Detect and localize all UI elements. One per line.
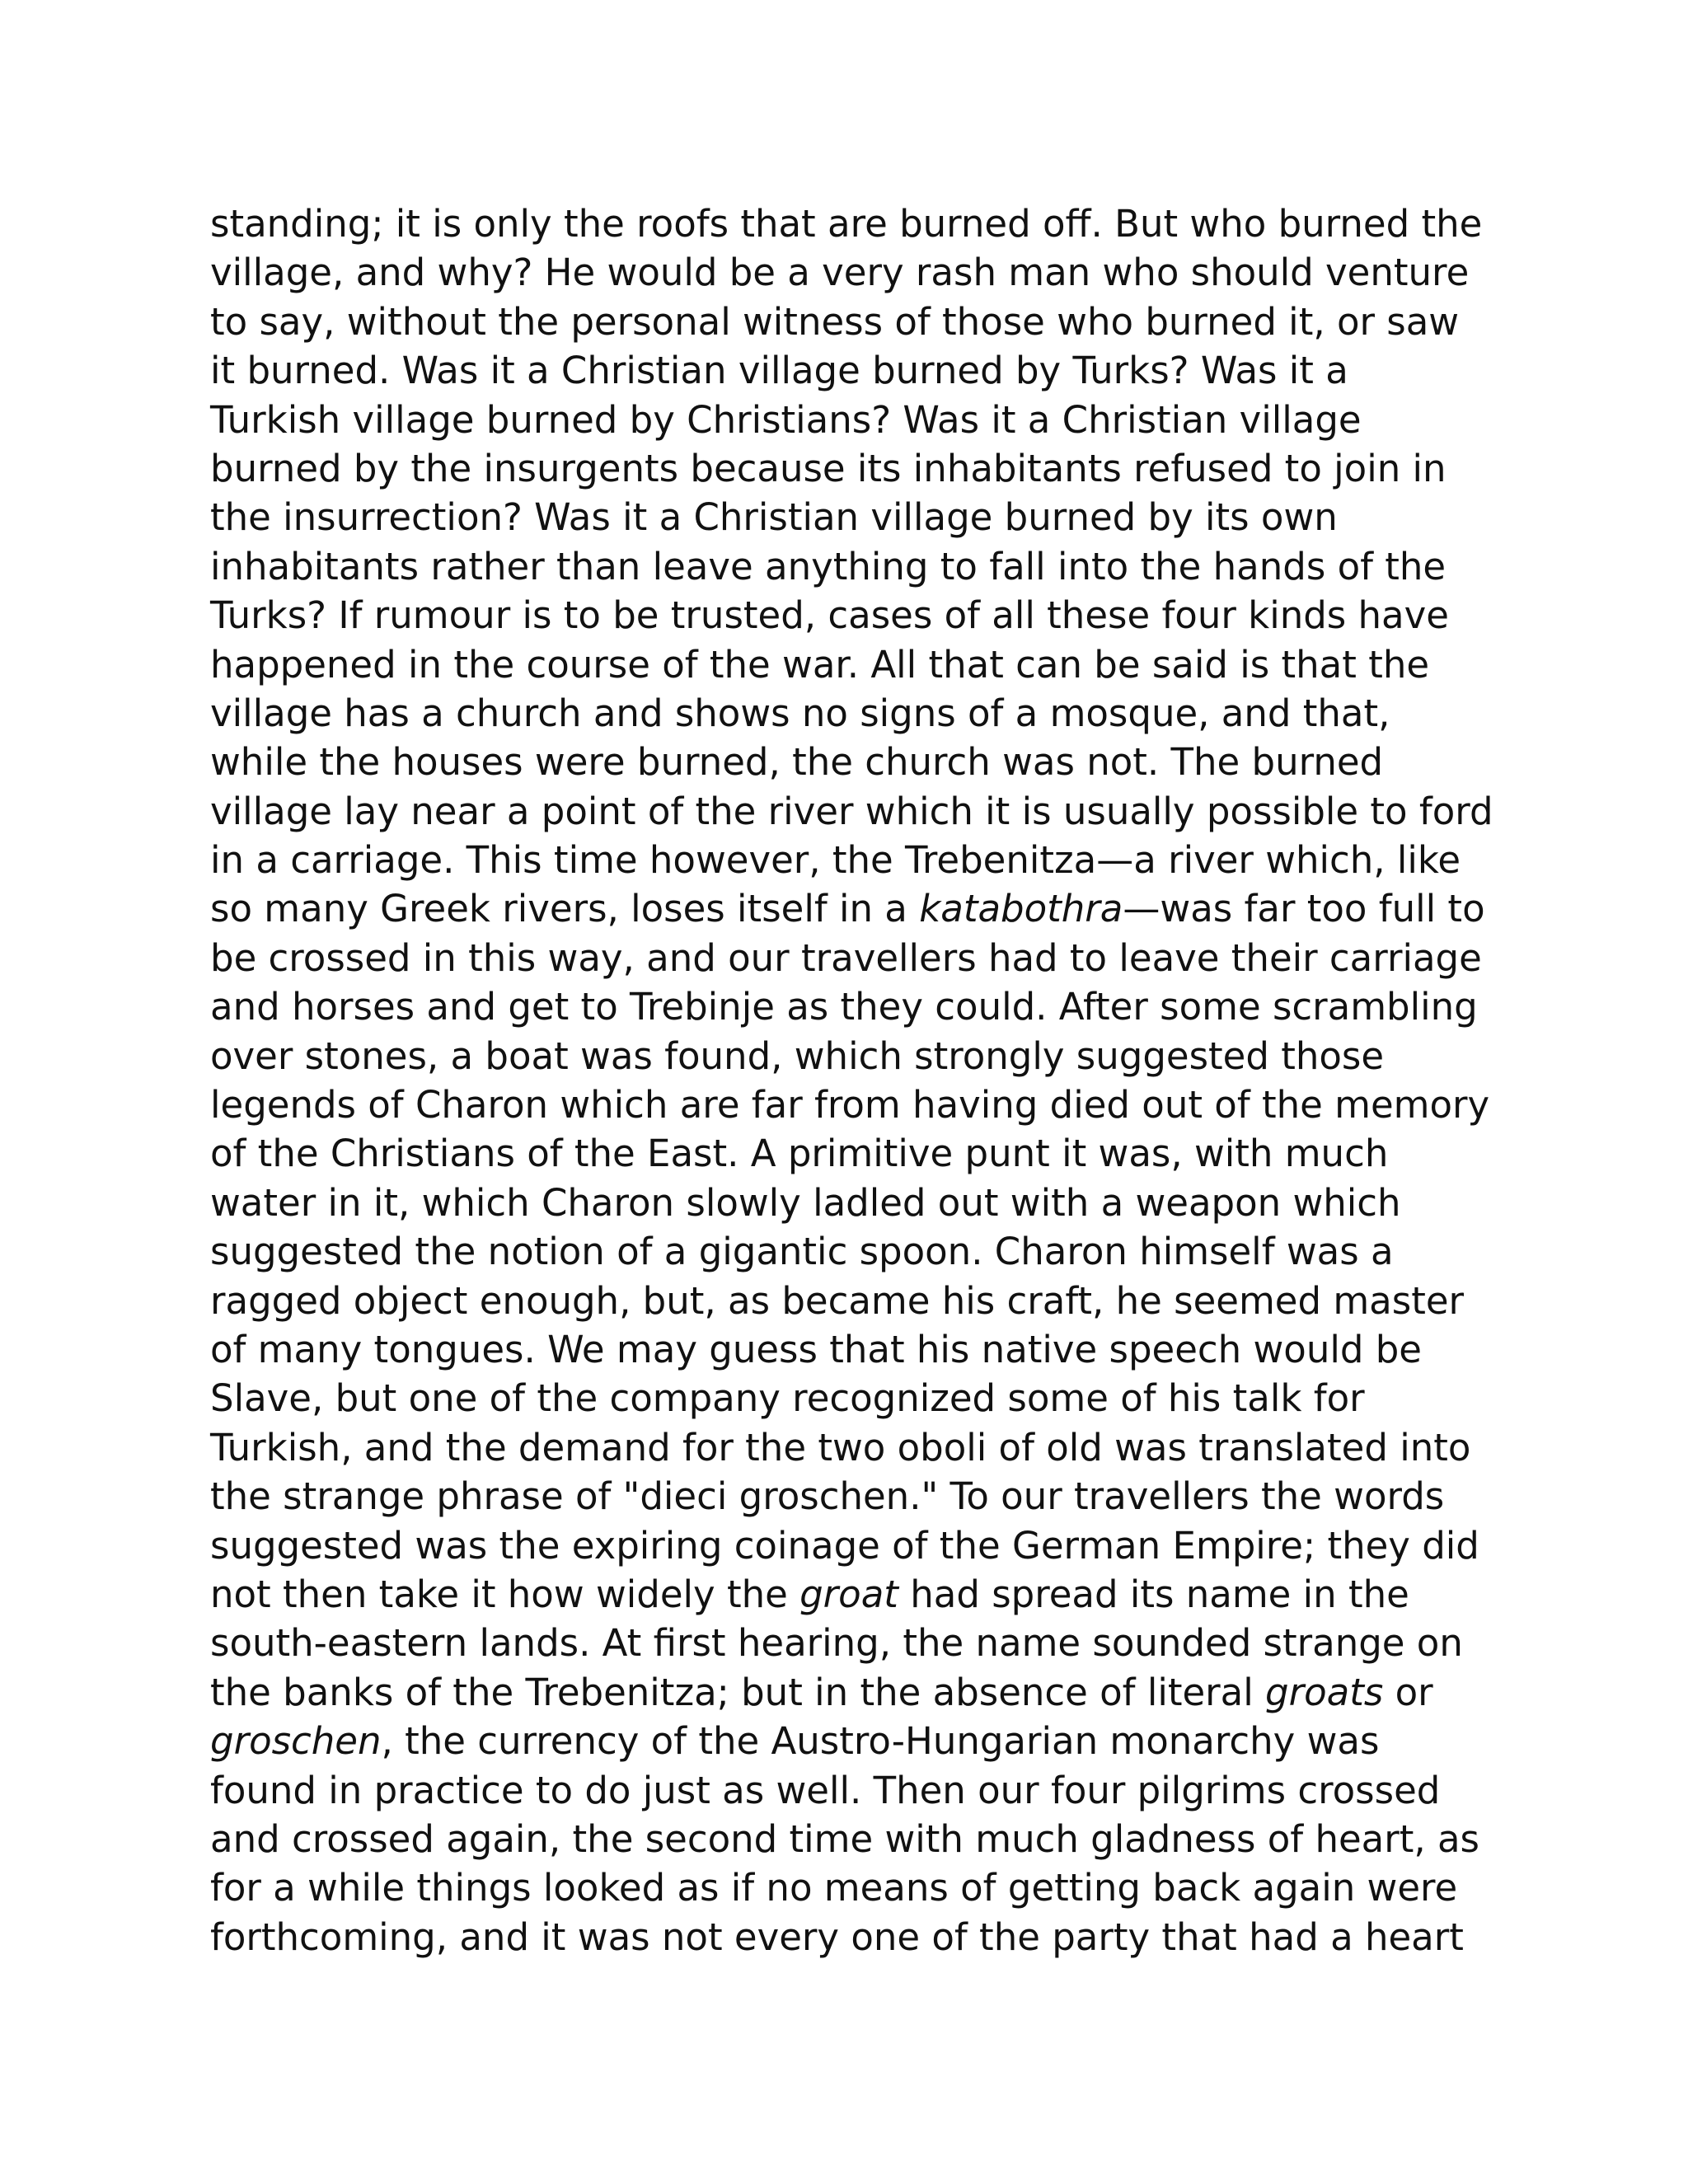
text-line <box>210 542 1496 591</box>
text-run: Turkish, and the demand for the two oboli of old was translated into <box>210 1425 1471 1469</box>
text-run: , the currency of the Austro-Hungarian monarchy was <box>381 1719 1380 1764</box>
text-run: to say, without the personal witness of those who burned it, or saw <box>210 299 1460 344</box>
text-run: or <box>1383 1670 1433 1714</box>
text-line <box>210 1227 1496 1276</box>
text-line <box>210 689 1496 738</box>
text-run: south-eastern lands. At first hearing, the name sounded strange on <box>210 1621 1463 1666</box>
text-run: —was far too full to <box>1123 887 1485 931</box>
text-run: for a while things looked as if no means of getting back again were <box>210 1866 1458 1910</box>
text-run: suggested was the expiring coinage of the German Empire; they did <box>210 1523 1479 1568</box>
text-line <box>210 836 1496 884</box>
text-line <box>210 1619 1496 1667</box>
text-line <box>210 298 1496 346</box>
text-line <box>210 1325 1496 1374</box>
text-line <box>210 1570 1496 1619</box>
text-run: be crossed in this way, and our travellers had to leave their carriage <box>210 935 1482 980</box>
text-run: not then take it how widely the <box>210 1572 800 1616</box>
text-line <box>210 493 1496 541</box>
text-line <box>210 1129 1496 1178</box>
text-line <box>210 1717 1496 1765</box>
text-run: forthcoming, and it was not every one of the party that had a heart <box>210 1915 1464 1959</box>
text-line <box>210 1815 1496 1863</box>
text-line <box>210 1423 1496 1472</box>
text-run: in a carriage. This time however, the Trebenitza—a river which, like <box>210 838 1461 883</box>
body-paragraph <box>210 199 1496 1961</box>
text-run: over stones, a boat was found, which strongly suggested those <box>210 1033 1385 1078</box>
italic-text-run: groat <box>799 1572 898 1616</box>
text-run: village, and why? He would be a very rash man who should venture <box>210 251 1470 295</box>
text-run: Slave, but one of the company recognized some of his talk for <box>210 1376 1365 1421</box>
text-line <box>210 1080 1496 1129</box>
text-line <box>210 1277 1496 1325</box>
text-line <box>210 199 1496 248</box>
text-line <box>210 982 1496 1031</box>
text-line <box>210 591 1496 640</box>
text-run: the strange phrase of "dieci groschen." To our travellers the words <box>210 1474 1445 1519</box>
text-run: the insurrection? Was it a Christian village burned by its own <box>210 495 1338 540</box>
text-run: of many tongues. We may guess that his native speech would be <box>210 1327 1422 1371</box>
text-line <box>210 1472 1496 1521</box>
text-run: while the houses were burned, the church was not. The burned <box>210 740 1384 785</box>
text-line <box>210 787 1496 836</box>
text-run: it burned. Was it a Christian village burned by Turks? Was it a <box>210 349 1348 393</box>
text-run: suggested the notion of a gigantic spoon. Charon himself was a <box>210 1230 1394 1274</box>
text-run: had spread its name in the <box>898 1572 1409 1616</box>
text-line <box>210 444 1496 493</box>
text-line <box>210 640 1496 689</box>
text-run: the banks of the Trebenitza; but in the absence of literal <box>210 1670 1266 1714</box>
text-run: water in it, which Charon slowly ladled out with a weapon which <box>210 1180 1401 1225</box>
text-run: inhabitants rather than leave anything to fall into the hands of the <box>210 544 1447 588</box>
text-line <box>210 934 1496 982</box>
text-run: found in practice to do just as well. Then our four pilgrims crossed <box>210 1768 1441 1812</box>
text-run: and horses and get to Trebinje as they could. After some scrambling <box>210 985 1478 1029</box>
text-run: village lay near a point of the river which it is usually possible to ford <box>210 789 1493 833</box>
text-run: legends of Charon which are far from having died out of the memory <box>210 1083 1490 1127</box>
text-run: of the Christians of the East. A primitive punt it was, with much <box>210 1132 1389 1176</box>
italic-text-run: groats <box>1265 1670 1384 1714</box>
text-line <box>210 884 1496 933</box>
text-line <box>210 346 1496 395</box>
text-line <box>210 1521 1496 1570</box>
text-line <box>210 1668 1496 1717</box>
italic-text-run: katabothra <box>919 887 1123 931</box>
text-line <box>210 1179 1496 1227</box>
italic-text-run: groschen <box>210 1719 382 1764</box>
text-run: and crossed again, the second time with much gladness of heart, as <box>210 1816 1479 1861</box>
text-line <box>210 1032 1496 1080</box>
text-line <box>210 396 1496 444</box>
text-run: village has a church and shows no signs of a mosque, and that, <box>210 691 1390 735</box>
text-run: happened in the course of the war. All that can be said is that the <box>210 642 1430 687</box>
text-line <box>210 1766 1496 1815</box>
text-line <box>210 1913 1496 1961</box>
text-run: standing; it is only the roofs that are burned off. But who burned the <box>210 202 1483 246</box>
text-line <box>210 1863 1496 1912</box>
text-run: Turkish village burned by Christians? Was it a Christian village <box>210 397 1362 442</box>
text-run: ragged object enough, but, as became his craft, he seemed master <box>210 1278 1465 1323</box>
text-run: burned by the insurgents because its inhabitants refused to join in <box>210 446 1447 490</box>
text-line <box>210 248 1496 297</box>
text-run: so many Greek rivers, loses itself in a <box>210 887 920 931</box>
text-line <box>210 738 1496 786</box>
text-run: Turks? If rumour is to be trusted, cases of all these four kinds have <box>210 593 1449 638</box>
text-line <box>210 1374 1496 1422</box>
